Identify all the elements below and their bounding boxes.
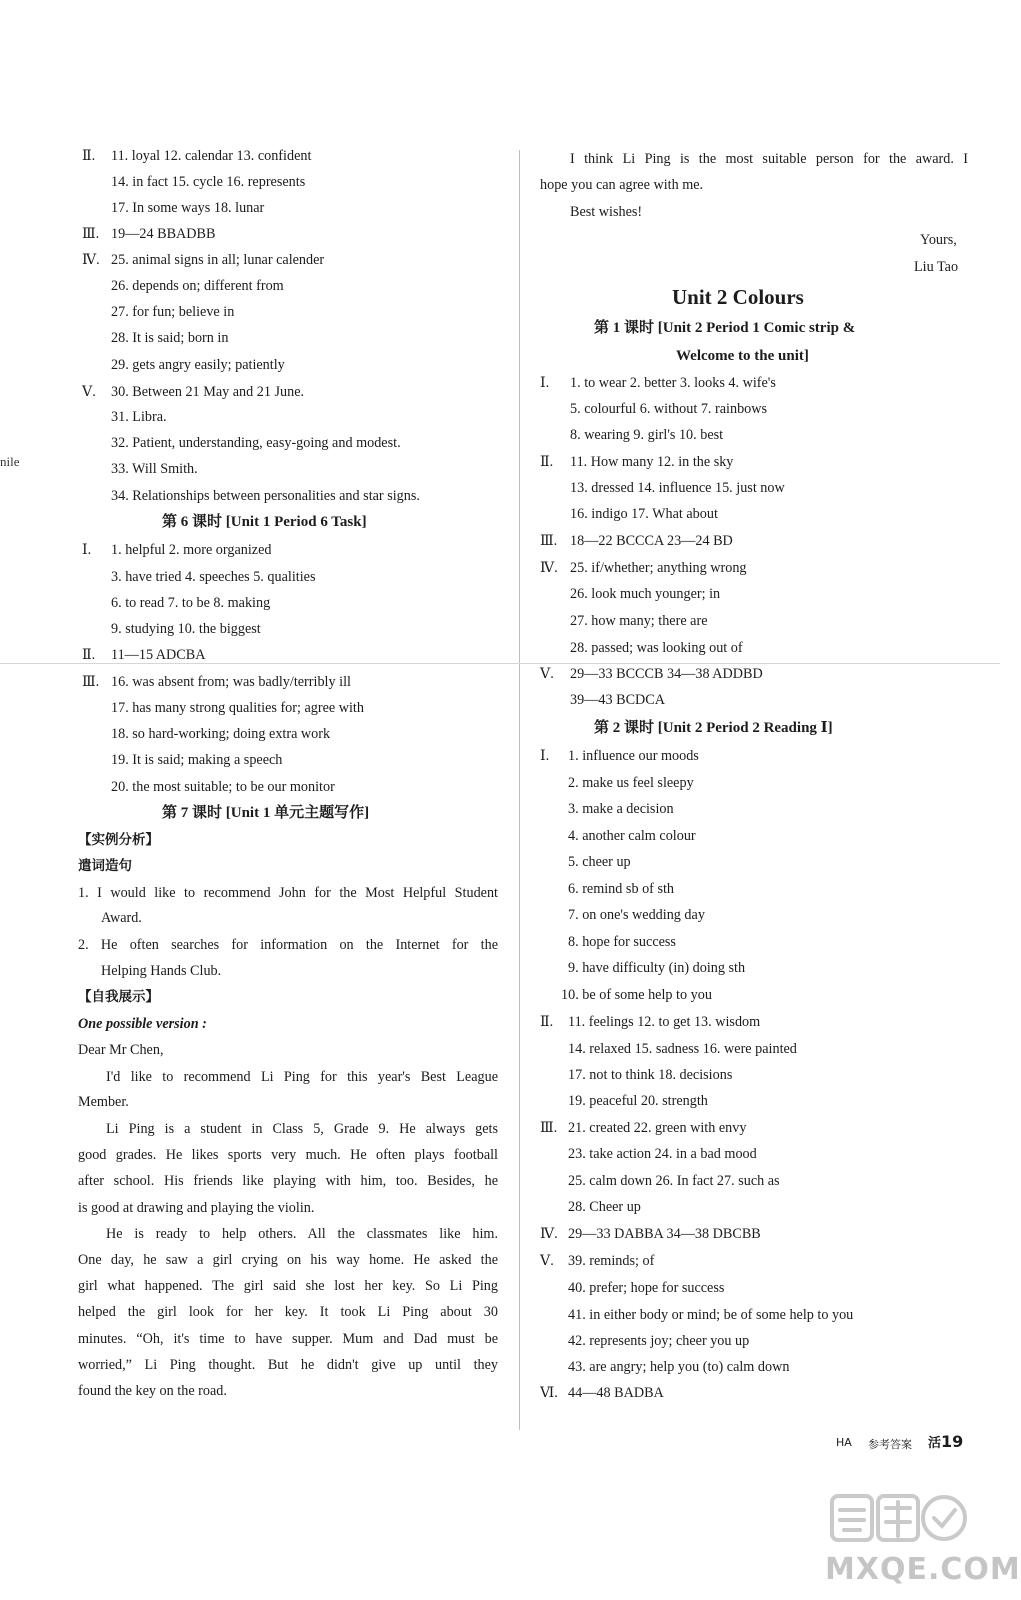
answer-line: 29—33 DABBA 34—38 DBCBB [568,1226,761,1242]
answer-line: 20. the most suitable; to be our monitor [111,779,335,795]
letter-line: good grades. He likes sports very much. He often plays football [78,1147,498,1163]
lesson-heading: 第 7 课时 [Unit 1 单元主题写作] [162,805,370,821]
answer-line: 23. take action 24. in a bad mood [568,1146,757,1162]
section-numeral: Ⅱ. [82,148,96,164]
letter-line: after school. His friends like playing with him, too. Besides, he [78,1173,498,1189]
answer-line: 29—33 BCCCB 34—38 ADDBD [570,666,763,682]
example-sentence: Award. [101,910,142,926]
watermark-text: MXQE.COM [825,1552,1021,1587]
section-numeral: Ⅳ. [82,252,100,268]
answer-line: 25. calm down 26. In fact 27. such as [568,1173,780,1189]
answer-line: 25. animal signs in all; lunar calender [111,252,325,268]
letter-line: girl what happened. The girl said she lost her key. So Li Ping [78,1278,498,1294]
answer-line: 19. It is said; making a speech [111,752,283,768]
answer-line: 26. depends on; different from [111,278,284,294]
section-numeral: Ⅰ. [540,375,550,391]
answer-line: 39. reminds; of [568,1253,655,1269]
answer-line: 19. peaceful 20. strength [568,1093,708,1109]
answer-line: 1. helpful 2. more organized [111,542,272,558]
letter-line: found the key on the road. [78,1383,227,1399]
answer-line: 7. on one's wedding day [568,907,705,923]
answer-line: 40. prefer; hope for success [568,1280,725,1296]
letter-line: helped the girl look for her key. It took Li Ping about 30 [78,1304,498,1320]
section-numeral: Ⅳ. [540,1226,558,1242]
answer-line: 11. loyal 12. calendar 13. confident [111,148,312,164]
margin-fragment: nile [0,454,20,469]
answer-line: 16. was absent from; was badly/terribly ill [111,674,351,690]
footer-label: 参考答案 [868,1438,912,1451]
example-analysis-label: 【实例分析】 [78,832,159,848]
page-number-value: 19 [941,1432,964,1451]
letter-line: I think Li Ping is the most suitable person for the award. I [570,151,968,167]
answer-line: 10. be of some help to you [561,987,712,1003]
answer-line: 16. indigo 17. What about [570,506,718,522]
answer-line: 13. dressed 14. influence 15. just now [570,480,785,496]
answer-line: 28. It is said; born in [111,330,229,346]
section-numeral: Ⅰ. [82,542,92,558]
answer-line: 17. has many strong qualities for; agree with [111,700,364,716]
answer-line: 27. for fun; believe in [111,304,235,320]
answer-line: 21. created 22. green with envy [568,1120,747,1136]
answer-line: 3. have tried 4. speeches 5. qualities [111,569,316,585]
section-numeral: Ⅲ. [540,1120,558,1136]
letter-signoff: Yours, [920,232,957,248]
answer-line: 39—43 BCDCA [570,692,665,708]
answer-line: 18. so hard-working; doing extra work [111,726,331,742]
answer-line: 17. In some ways 18. lunar [111,200,265,216]
answer-line: 11. How many 12. in the sky [570,454,734,470]
section-numeral: Ⅱ. [82,647,96,663]
lesson-heading: 第 6 课时 [Unit 1 Period 6 Task] [162,514,367,530]
section-numeral: Ⅱ. [540,454,554,470]
answer-line: 28. passed; was looking out of [570,640,743,656]
answer-line: 14. relaxed 15. sadness 16. were painted [568,1041,797,1057]
answer-line: 19—24 BBADBB [111,226,216,242]
letter-line: Li Ping is a student in Class 5, Grade 9. He always gets [106,1121,498,1137]
example-sentence: 2. He often searches for information on the Internet for the [78,937,498,953]
example-sentence: Helping Hands Club. [101,963,222,979]
answer-site-logo-icon [828,1490,968,1546]
section-numeral: Ⅱ. [540,1014,554,1030]
answer-line: 25. if/whether; anything wrong [570,560,747,576]
answer-line: 5. cheer up [568,854,631,870]
answer-line: 8. hope for success [568,934,676,950]
letter-line: minutes. “Oh, it's time to have supper. Mum and Dad must be [78,1331,498,1347]
answer-line: 28. Cheer up [568,1199,641,1215]
lesson-heading-continued: Welcome to the unit] [676,348,809,364]
self-display-label: 【自我展示】 [78,989,159,1005]
letter-line: hope you can agree with me. [540,177,704,193]
answer-line: 31. Libra. [111,409,167,425]
answer-line: 29. gets angry easily; patiently [111,357,285,373]
answer-line: 3. make a decision [568,801,674,817]
answer-line: 44—48 BADBA [568,1385,664,1401]
answer-line: 2. make us feel sleepy [568,775,694,791]
answer-line: 17. not to think 18. decisions [568,1067,733,1083]
page-number [928,1432,963,1451]
answer-line: 9. studying 10. the biggest [111,621,261,637]
lesson-heading: 第 2 课时 [Unit 2 Period 2 Reading Ⅰ] [594,720,833,736]
answer-line: 14. in fact 15. cycle 16. represents [111,174,306,190]
unit-title: Unit 2 Colours [672,285,804,309]
version-label: One possible version : [78,1016,207,1032]
section-numeral: Ⅲ. [82,674,100,690]
answer-line: 5. colourful 6. without 7. rainbows [570,401,768,417]
footer-code: HA [836,1436,852,1449]
answer-line: 41. in either body or mind; be of some help to you [568,1307,854,1323]
answer-line: 33. Will Smith. [111,461,198,477]
letter-line: Member. [78,1094,129,1110]
answer-line: 30. Between 21 May and 21 June. [111,384,305,400]
answer-line: 11. feelings 12. to get 13. wisdom [568,1014,761,1030]
answer-line: 42. represents joy; cheer you up [568,1333,750,1349]
section-numeral: Ⅳ. [540,560,558,576]
section-numeral: Ⅵ. [540,1385,558,1401]
answer-line: 11—15 ADCBA [111,647,206,663]
letter-line: I'd like to recommend Li Ping for this year's Best League [106,1069,498,1085]
section-numeral: Ⅰ. [540,748,550,764]
column-divider [519,150,520,1430]
answer-line: 6. remind sb of sth [568,881,675,897]
section-numeral: Ⅲ. [82,226,100,242]
answer-line: 32. Patient, understanding, easy-going and modest. [111,435,401,451]
answer-line: 34. Relationships between personalities and star signs. [111,488,420,504]
answer-line: 9. have difficulty (in) doing sth [568,960,746,976]
lesson-heading: 第 1 课时 [Unit 2 Period 1 Comic strip & [594,320,856,336]
answer-line: 27. how many; there are [570,613,708,629]
answer-line: 8. wearing 9. girl's 10. best [570,427,724,443]
letter-line: is good at drawing and playing the violin. [78,1200,315,1216]
letter-signature: Liu Tao [914,259,959,275]
example-sentence: 1. I would like to recommend John for the Most Helpful Student [78,885,498,901]
answer-line: 18—22 BCCCA 23—24 BD [570,533,733,549]
letter-line: One day, he saw a girl crying on his way home. He asked the [78,1252,498,1268]
sentence-building-label: 遣词造句 [78,858,132,874]
section-numeral: Ⅴ. [82,384,96,400]
section-numeral: Ⅲ. [540,533,558,549]
answer-line: 6. to read 7. to be 8. making [111,595,271,611]
letter-line: He is ready to help others. All the classmates like him. [106,1226,498,1242]
answer-line: 1. influence our moods [568,748,699,764]
answer-line: 1. to wear 2. better 3. looks 4. wife's [570,375,776,391]
page-prefix: 活 [928,1436,942,1451]
answer-line: 43. are angry; help you (to) calm down [568,1359,790,1375]
answer-line: 4. another calm colour [568,828,696,844]
letter-line: worried,” Li Ping thought. But he didn't give up until they [78,1357,498,1373]
answer-line: 26. look much younger; in [570,586,721,602]
section-numeral: Ⅴ. [540,666,554,682]
section-numeral: Ⅴ. [540,1253,554,1269]
letter-greeting: Dear Mr Chen, [78,1042,164,1058]
letter-closing: Best wishes! [570,204,643,220]
